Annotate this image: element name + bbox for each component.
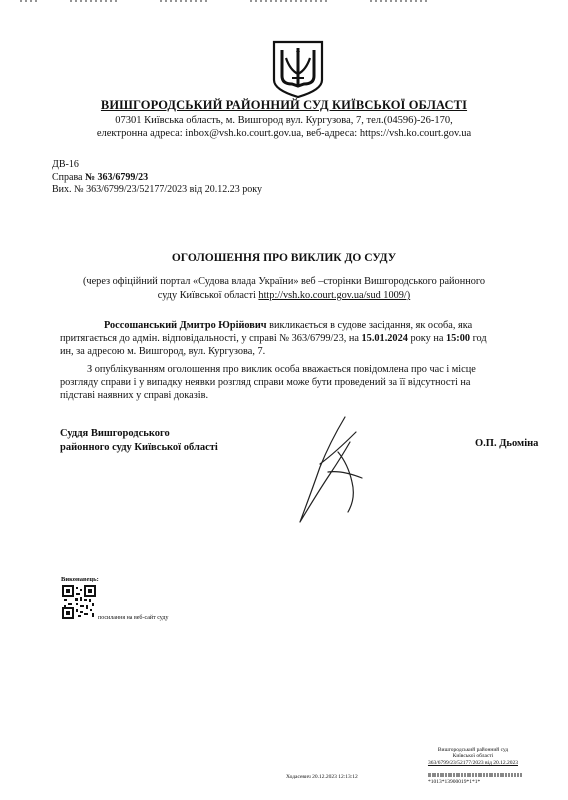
stamp-region: Київської області [452, 753, 494, 760]
scan-edge-artifact [0, 0, 568, 3]
summons-text-1: викликається в судове засідання, як особа, яка [266, 320, 473, 331]
stamp-number: 363/6799/23/52177/2023 від 20.12.2023 [427, 759, 519, 766]
stamp-court: Вишгородський районний суд [437, 747, 509, 753]
judge-name: О.П. Дьоміна [475, 438, 539, 449]
handwritten-signature [290, 412, 370, 527]
case-reference [52, 172, 148, 183]
barcode-number: *1013*13900019*1*1* [428, 779, 481, 785]
outgoing-number: Вих. № 363/6799/23/52177/2023 від 20.12.23 року [52, 184, 262, 195]
summoned-person: Россошанський Дмитро Юрійович [104, 320, 267, 331]
summons-text-3: року на [407, 333, 446, 344]
qr-caption: посилання на веб-сайт суду [98, 615, 169, 621]
trident-emblem-icon [272, 40, 324, 98]
summons-text-2: притягається до адмін. відповідальності, у справі № 363/6799/23, на [60, 333, 362, 344]
hearing-time: 15:00 [445, 333, 471, 344]
summons-text-4: год [470, 333, 487, 344]
registration-stamp [398, 747, 548, 766]
via-portal-text: суду Київської області [157, 290, 259, 301]
hearing-date: 15.01.2024 [361, 333, 408, 344]
form-code: ДВ-16 [52, 159, 79, 170]
case-number: № 363/6799/23 [85, 172, 149, 183]
court-website-link[interactable]: http://vsh.ko.court.gov.ua/sud 1009/) [258, 290, 411, 301]
court-name: ВИШГОРОДСЬКИЙ РАЙОННИЙ СУД КИЇВСЬКОЇ ОБЛАСТІ [100, 98, 468, 112]
barcode-icon [428, 773, 522, 777]
notice-paragraph-line-1: З опублікуванням оголошення про виклик особа вважається повідомлена про час і місце [87, 364, 476, 375]
summons-line-3: ин, за адресою м. Вишгород, вул. Кургузова, 7. [60, 346, 266, 357]
via-portal-line-1: (через офіційний портал «Судова влада України» веб –сторінки Вишгородського районного [83, 276, 485, 287]
summons-line-2 [60, 333, 487, 344]
notice-paragraph-line-2: розгляду справи і у випадку неявки розгляд справи може бути проведений за її відсутності на [60, 377, 471, 388]
notice-title: ОГОЛОШЕННЯ ПРО ВИКЛИК ДО СУДУ [171, 252, 397, 264]
judge-title-line-1: Суддя Вишгородського [60, 428, 170, 439]
qr-code-icon[interactable] [62, 585, 96, 619]
judge-title-line-2: районного суду Київської області [60, 442, 218, 453]
court-address: 07301 Київська область, м. Вишгород вул. Кургузова, 7, тел.(04596)-26-170, [115, 115, 453, 126]
printed-by: Ходасевич 20.12.2023 12:13:12 [286, 774, 358, 780]
via-portal-line-2 [0, 290, 568, 301]
summons-line-1 [104, 320, 472, 331]
case-label: Справа [52, 172, 83, 183]
notice-paragraph-line-3: підставі наявних у справі доказів. [60, 390, 209, 401]
executor-label: Виконавець: [61, 576, 99, 583]
court-contacts: електронна адреса: inbox@vsh.ko.court.gov.ua, веб-адреса: https://vsh.ko.court.gov.ua [96, 128, 472, 139]
